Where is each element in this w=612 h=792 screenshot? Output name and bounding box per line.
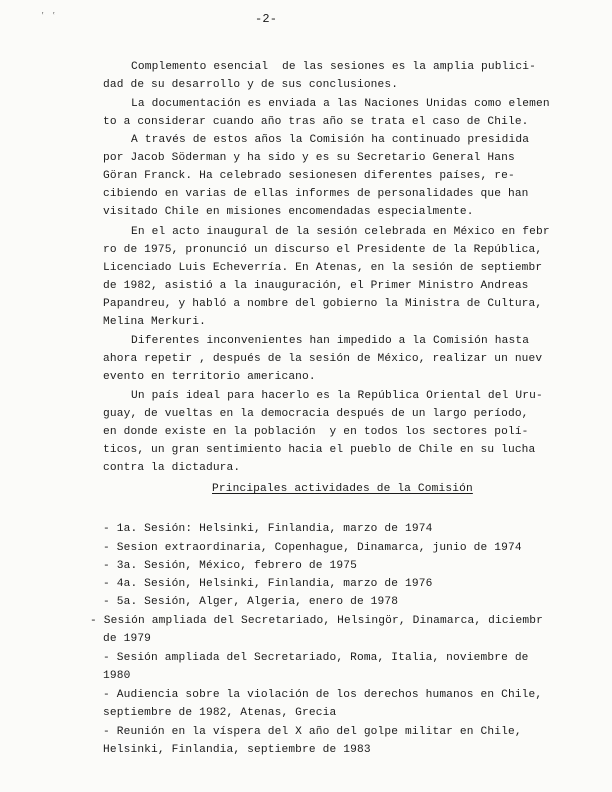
page-number: -2- <box>255 12 278 26</box>
paragraph-5-line-1: Diferentes inconvenientes han impedido a la Comisión hasta <box>131 335 530 347</box>
activity-item-6-line-1: - Sesión ampliada del Secretariado, Helsingör, Dinamarca, diciembr <box>90 615 543 627</box>
activity-item-8-line-1: - Audiencia sobre la violación de los derechos humanos en Chile, <box>103 689 543 701</box>
paragraph-4-line-2: ro de 1975, pronunció un discurso el Presidente de la República, <box>103 244 543 256</box>
paragraph-6-line-3: en donde existe en la población y en todos los sectores polí- <box>103 426 529 438</box>
paragraph-3-line-1: A través de estos años la Comisión ha continuado presidida <box>131 134 530 146</box>
paragraph-6-line-5: contra la dictadura. <box>103 462 241 474</box>
paragraph-3-line-4: cibiendo en varias de ellas informes de personalidades que han <box>103 188 529 200</box>
paragraph-4-line-6: Melina Merkuri. <box>103 316 206 328</box>
paragraph-4-line-3: Licenciado Luis Echeverría. En Atenas, en la sesión de septiembr <box>103 262 543 274</box>
paragraph-6-line-1: Un país ideal para hacerlo es la República Oriental del Uru- <box>131 390 543 402</box>
activities-heading: Principales actividades de la Comisión <box>212 483 473 495</box>
paragraph-2-line-1: La documentación es enviada a las Naciones Unidas como elemen <box>131 98 550 110</box>
activity-item-6-line-2: de 1979 <box>103 633 152 645</box>
activity-item-7-line-2: 1980 <box>103 670 131 682</box>
activity-item-8-line-2: septiembre de 1982, Atenas, Grecia <box>103 707 337 719</box>
activity-item-9-line-2: Helsinki, Finlandia, septiembre de 1983 <box>103 744 371 756</box>
paragraph-1-line-2: dad de su desarrollo y de sus conclusiones. <box>103 79 399 91</box>
paragraph-4-line-5: Papandreu, y habló a nombre del gobierno la Ministra de Cultura, <box>103 298 543 310</box>
activity-item-7-line-1: - Sesión ampliada del Secretariado, Roma, Italia, noviembre de <box>103 652 529 664</box>
activity-item-2: - Sesion extraordinaria, Copenhague, Dinamarca, junio de 1974 <box>103 542 522 554</box>
activity-item-1: - 1a. Sesión: Helsinki, Finlandia, marzo de 1974 <box>103 523 433 535</box>
paragraph-3-line-5: visitado Chile en misiones encomendadas especialmente. <box>103 206 474 218</box>
activity-item-4: - 4a. Sesión, Helsinki, Finlandia, marzo de 1976 <box>103 578 433 590</box>
paragraph-6-line-4: ticos, un gran sentimiento hacia el pueblo de Chile en su lucha <box>103 444 536 456</box>
activity-item-9-line-1: - Reunión en la víspera del X año del golpe militar en Chile, <box>103 726 522 738</box>
activity-item-5: - 5a. Sesión, Alger, Algeria, enero de 1978 <box>103 596 399 608</box>
paragraph-3-line-2: por Jacob Söderman y ha sido y es su Secretario General Hans <box>103 152 515 164</box>
paragraph-4-line-4: de 1982, asistió a la inauguración, el Primer Ministro Andreas <box>103 280 529 292</box>
paragraph-2-line-2: to a considerar cuando año tras año se trata el caso de Chile. <box>103 116 529 128</box>
activity-item-3: - 3a. Sesión, México, febrero de 1975 <box>103 560 357 572</box>
paragraph-5-line-3: evento en territorio americano. <box>103 371 316 383</box>
paragraph-6-line-2: guay, de vueltas en la democracia después de un largo período, <box>103 408 529 420</box>
paragraph-4-line-1: En el acto inaugural de la sesión celebrada en México en febr <box>131 226 550 238</box>
paragraph-1-line-1: Complemento esencial de las sesiones es la amplia publici- <box>131 61 536 73</box>
corner-mark: ʽ ʽ <box>40 12 57 22</box>
paragraph-3-line-3: Göran Franck. Ha celebrado sesionesen diferentes países, re- <box>103 170 515 182</box>
paragraph-5-line-2: ahora repetir , después de la sesión de México, realizar un nuev <box>103 353 543 365</box>
